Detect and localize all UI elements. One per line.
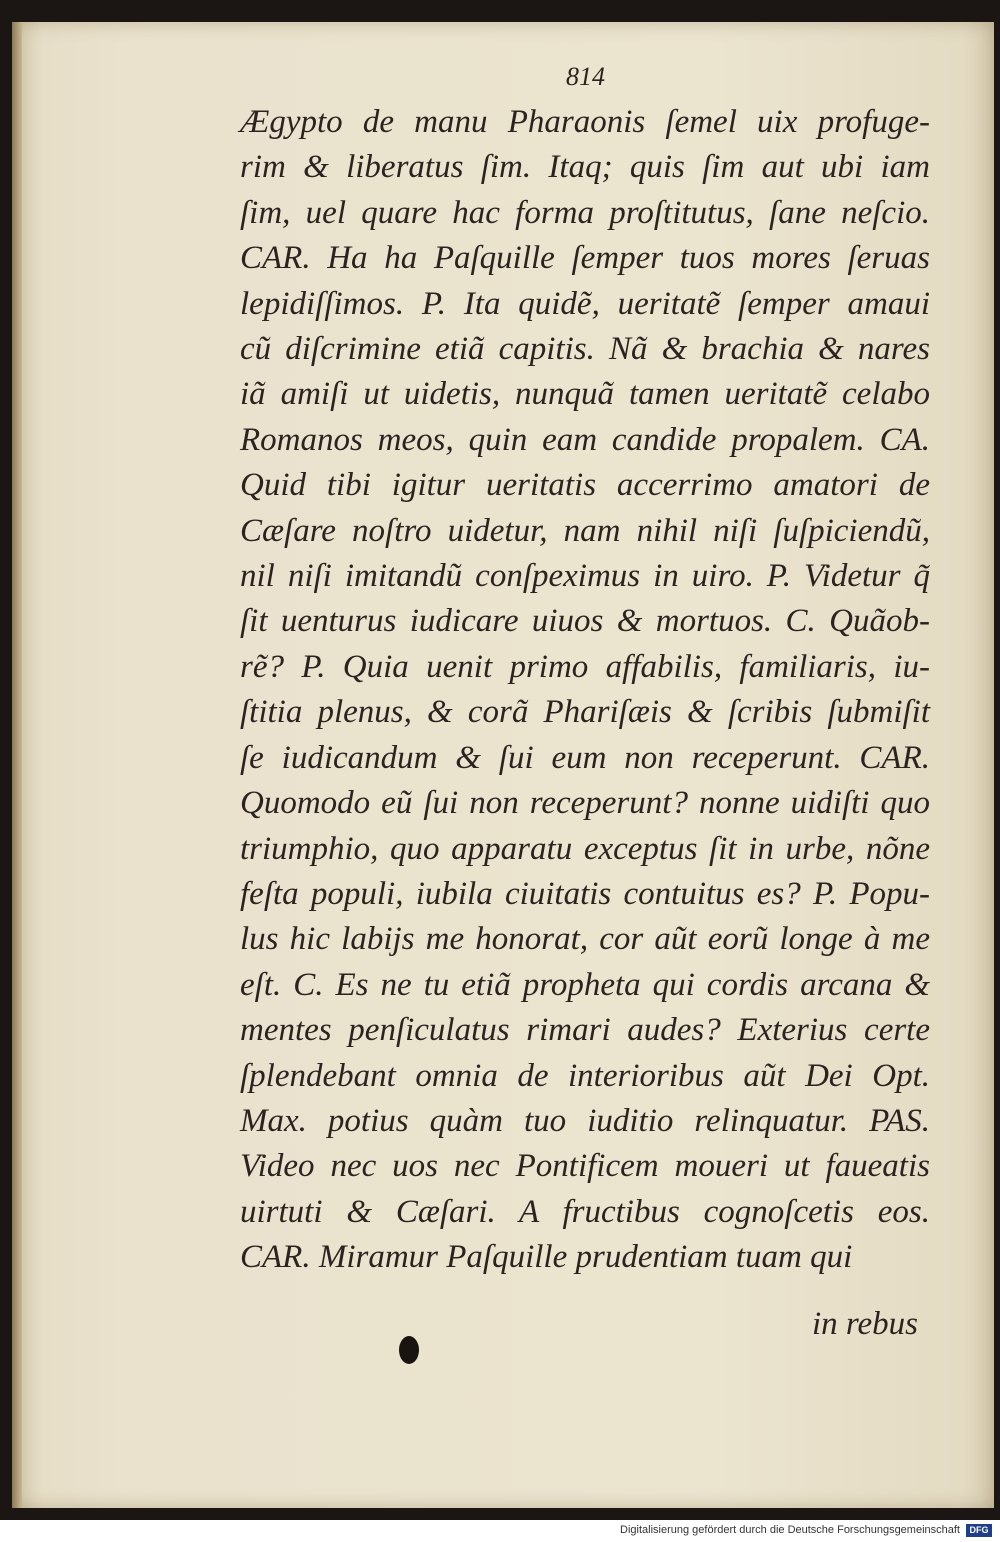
text-line: Video nec uos nec Pontificem moueri ut faueatis — [240, 1148, 930, 1185]
ink-blot — [399, 1336, 419, 1364]
text-line: Quomodo eũ ſui non receperunt? nonne uidiſti quo — [240, 785, 930, 822]
text-line: rẽ? P. Quia uenit primo affabilis, familiaris, iu- — [240, 648, 930, 685]
text-line: feſta populi, iubila ciuitatis contuitus es? P. Popu- — [240, 875, 930, 912]
text-line: Cæſare noſtro uidetur, nam nihil niſi ſuſpiciendũ, — [240, 512, 930, 549]
text-line: ſit uenturus iudicare uiuos & mortuos. C. Quãob- — [240, 603, 930, 640]
page-gutter-edge — [12, 22, 22, 1508]
text-line: mentes penſiculatus rimari audes? Exterius certe — [240, 1012, 930, 1049]
dfg-logo-icon: DFG — [966, 1524, 992, 1537]
page-number: 814 — [566, 62, 605, 91]
text-line: nil niſi imitandũ conſpeximus in uiro. P. Videtur q̃ — [240, 558, 930, 595]
digitization-footer — [0, 1520, 1000, 1542]
text-line: lepidiſſimos. P. Ita quidẽ, ueritatẽ ſemper amaui — [240, 285, 930, 322]
text-line: cũ diſcrimine etiã capitis. Nã & brachia & nares — [240, 331, 930, 368]
text-line: eſt. C. Es ne tu etiã propheta qui cordis arcana & — [240, 966, 930, 1003]
catchword: in rebus — [812, 1306, 919, 1342]
text-line: iã amiſi ut uidetis, nunquã tamen ueritatẽ celabo — [240, 376, 930, 413]
text-line: lus hic labijs me honorat, cor aũt eorũ longe à me — [240, 921, 930, 958]
text-line: ſtitia plenus, & corã Phariſæis & ſcribis ſubmiſit — [240, 694, 930, 731]
funding-credit: Digitalisierung gefördert durch die Deutsche Forschungsgemeinschaft — [620, 1524, 960, 1536]
text-line: Quid tibi igitur ueritatis accerrimo amatori de — [240, 467, 930, 504]
text-line: uirtuti & Cæſari. A fructibus cognoſcetis eos. — [240, 1193, 930, 1230]
text-line: ſe iudicandum & ſui eum non receperunt. CAR. — [240, 739, 930, 776]
text-line: Max. potius quàm tuo iuditio relinquatur. PAS. — [240, 1102, 930, 1139]
text-line: CAR. Miramur Paſquille prudentiam tuam qui — [240, 1239, 853, 1276]
text-line: ſplendebant omnia de interioribus aũt Dei Opt. — [240, 1057, 930, 1094]
text-line: Romanos meos, quin eam candide propalem. CA. — [240, 421, 930, 458]
text-line: CAR. Ha ha Paſquille ſemper tuos mores ſeruas — [240, 240, 930, 277]
text-line: triumphio, quo apparatu exceptus ſit in urbe, nõne — [240, 830, 930, 867]
text-line: rim & liberatus ſim. Itaq; quis ſim aut ubi iam — [240, 149, 930, 186]
text-line: ſim, uel quare hac forma proſtitutus, ſane neſcio. — [240, 194, 930, 231]
body-text — [240, 100, 930, 1281]
text-line: Ægypto de manu Pharaonis ſemel uix profuge- — [240, 104, 930, 140]
